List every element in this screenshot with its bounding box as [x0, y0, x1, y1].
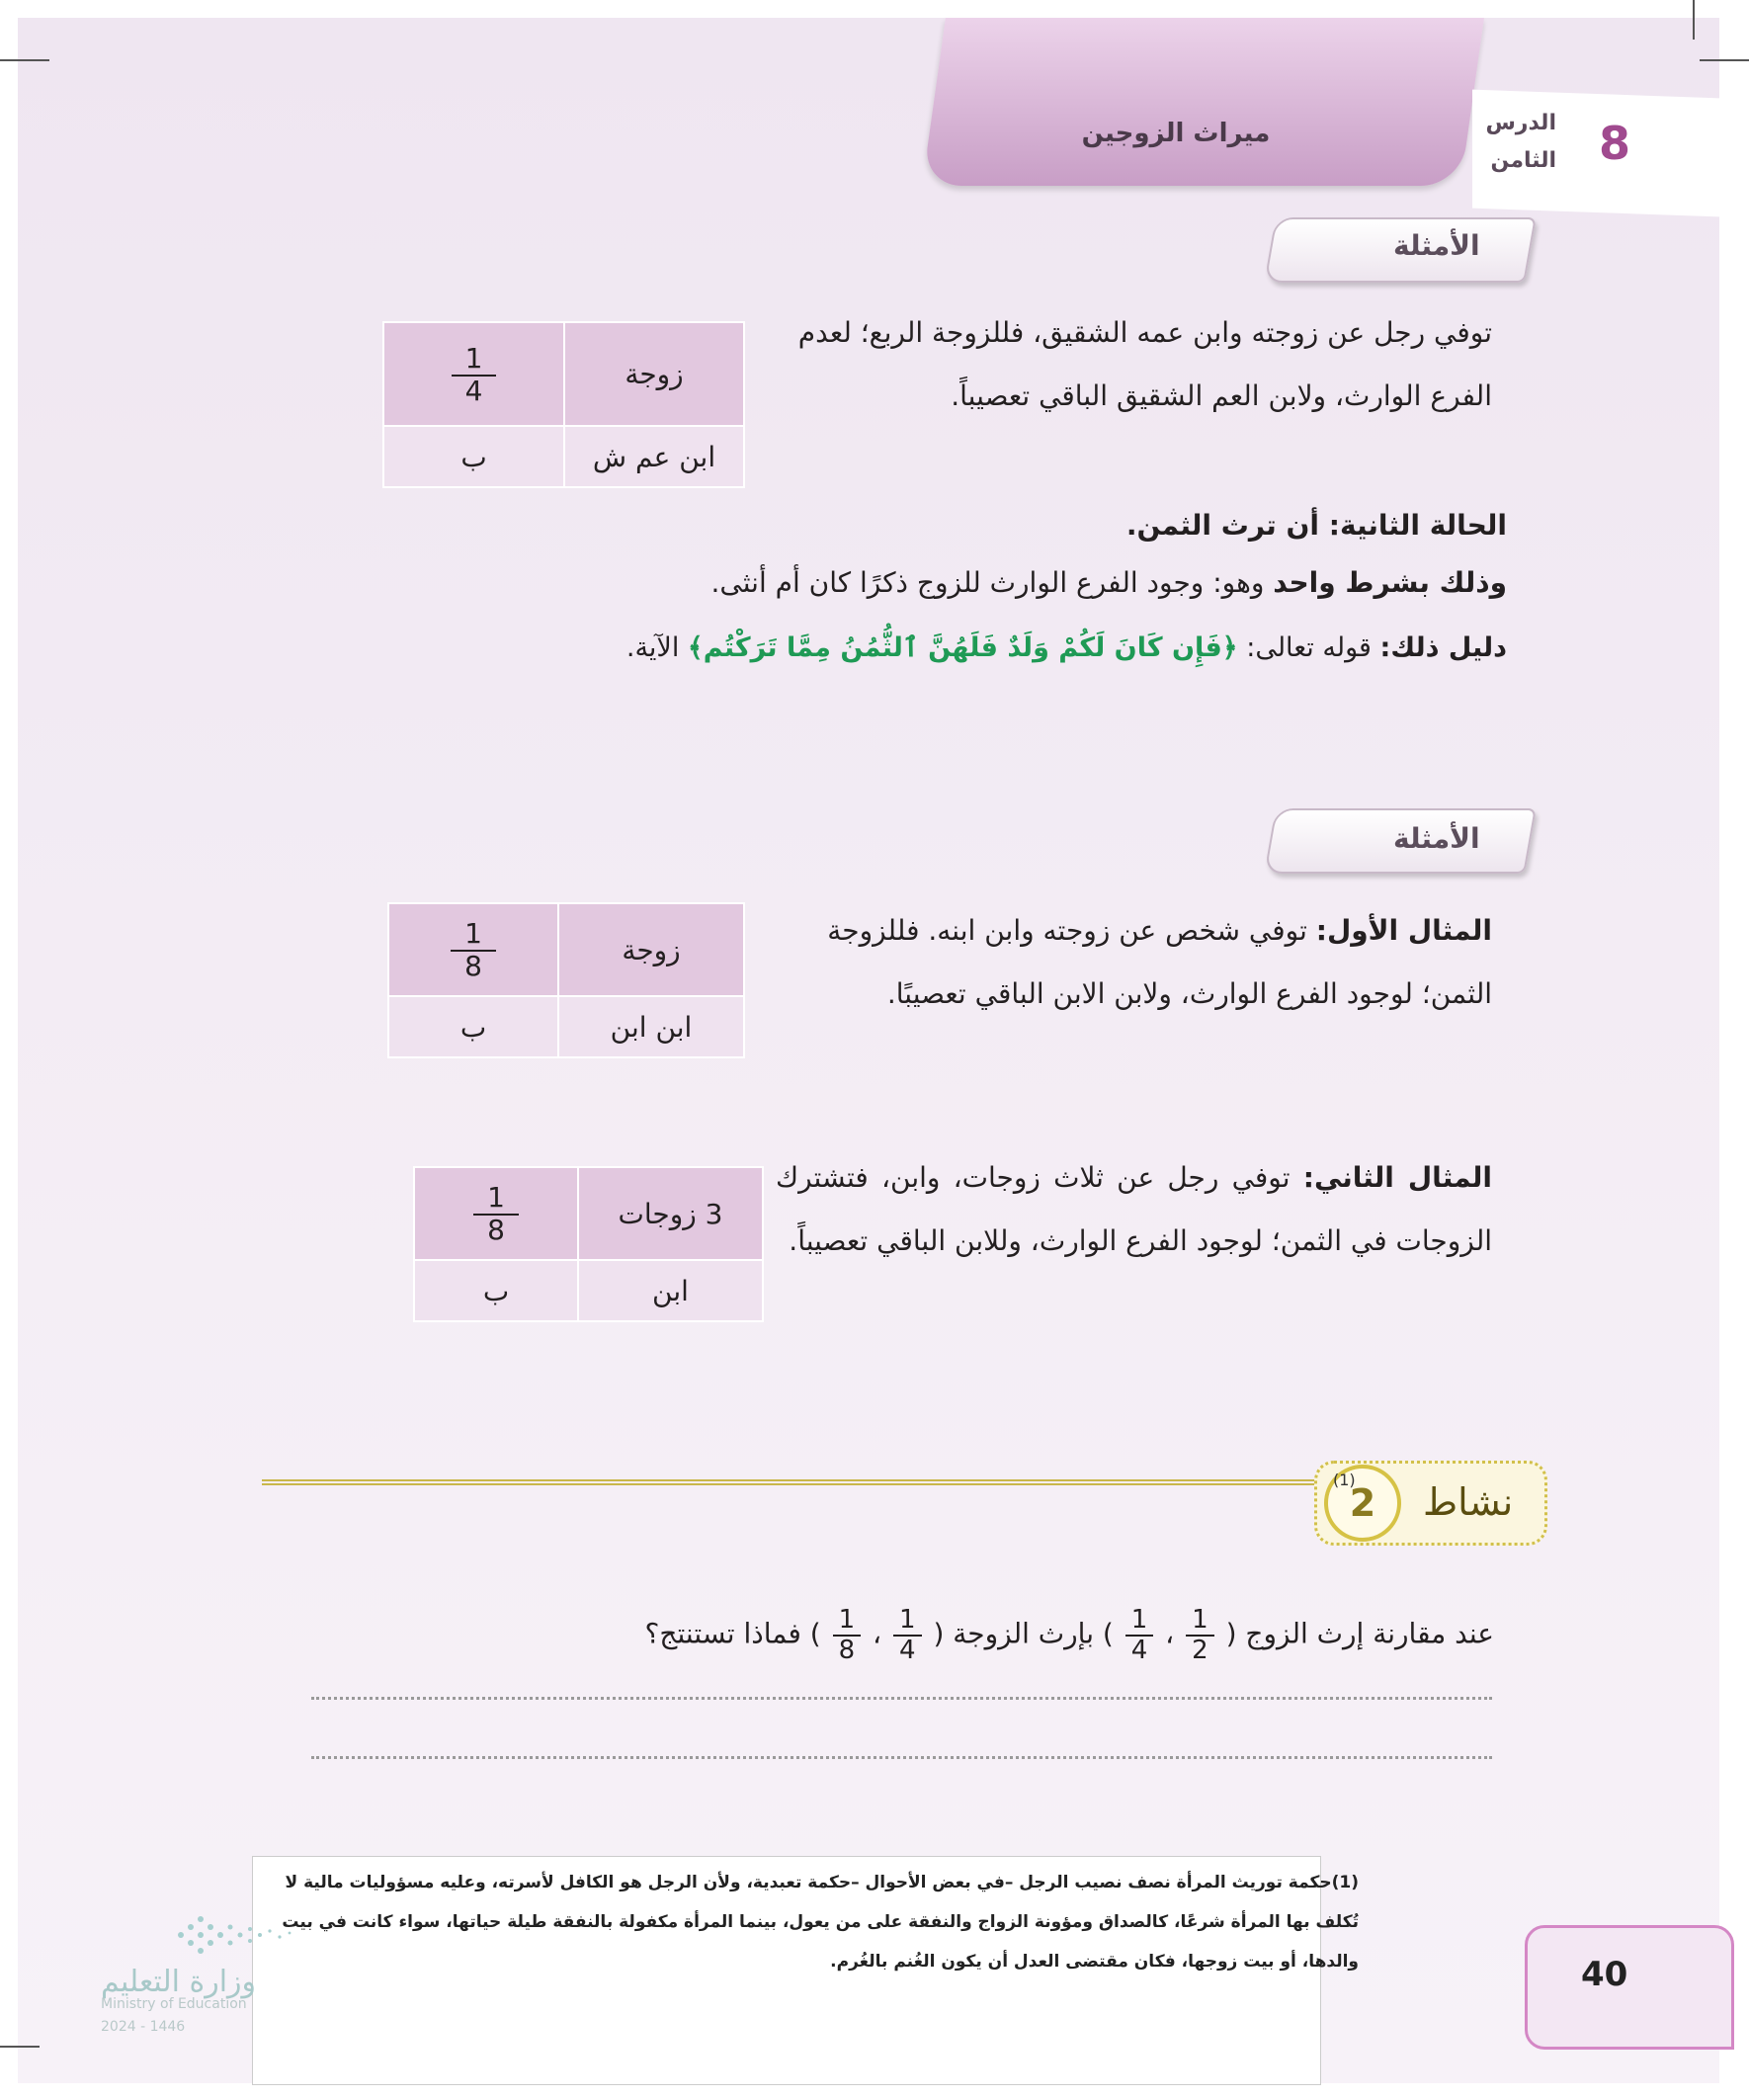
fraction: $\frac{1}{8}$: [451, 919, 496, 982]
evidence-end: الآية.: [625, 632, 688, 663]
separator: ،: [1165, 1617, 1175, 1650]
page-number: 40: [1581, 1955, 1628, 1994]
separator: ،: [873, 1617, 882, 1650]
answer-line[interactable]: [311, 1756, 1492, 1759]
share-cell: ب: [388, 996, 558, 1057]
share-cell: [414, 1167, 578, 1260]
ministry-name-arabic: وزارة التعليم: [101, 1965, 257, 1999]
share-cell: [388, 903, 558, 996]
example-2-paragraph: [776, 1146, 1492, 1273]
heir-cell: ابن: [578, 1260, 763, 1321]
lesson-number: 8: [1599, 117, 1631, 170]
crop-mark: [0, 2046, 40, 2048]
answer-line[interactable]: [311, 1697, 1492, 1700]
inheritance-table: [413, 1166, 764, 1322]
heir-cell: 3 زوجات: [578, 1167, 763, 1260]
fraction: $\frac{1}{4}$: [893, 1606, 922, 1664]
question-text: ) بإرث الزوجة (: [933, 1617, 1114, 1650]
examples-heading: الأمثلة: [1393, 229, 1480, 262]
crop-mark: [0, 59, 49, 61]
share-cell: ب: [414, 1260, 578, 1321]
crop-mark: [1693, 0, 1695, 40]
lesson-label: الدرس: [1485, 111, 1556, 135]
fraction: $\frac{1}{4}$: [1125, 1606, 1154, 1664]
case-heading: الحالة الثانية: أن ترث الثمن.: [1125, 509, 1507, 542]
quran-verse: ﴿فَإِن كَانَ لَكُمْ وَلَدٌ فَلَهُنَّ ٱلثُّمُنُ مِمَّا تَرَكْتُم﴾: [687, 632, 1238, 663]
inheritance-table: [387, 902, 745, 1058]
example-1-paragraph: [766, 899, 1492, 1026]
fraction: $\frac{1}{4}$: [452, 344, 497, 407]
activity-divider: [262, 1479, 1329, 1485]
activity-label: نشاط: [1423, 1480, 1514, 1524]
share-cell: [383, 322, 564, 426]
fraction: $\frac{1}{2}$: [1186, 1606, 1214, 1664]
examples-heading: الأمثلة: [1393, 822, 1480, 855]
condition-line: [710, 566, 1507, 599]
footnote-reference: (1): [1333, 1470, 1356, 1489]
example-2-text: توفي رجل عن ثلاث زوجات، وابن، فتشترك الزوجات في الثمن؛ لوجود الفرع الوارث، وللابن الباقي تعصيباً.: [776, 1161, 1492, 1257]
example-paragraph: توفي رجل عن زوجته وابن عمه الشقيق، فللزوجة الربع؛ لعدم الفرع الوارث، ولابن العم الشقيق الباقي تعصيباً.: [797, 316, 1492, 412]
ministry-name-english: Ministry of Education: [101, 1996, 247, 2012]
lesson-header-tab: [922, 18, 1484, 186]
heir-cell: ابن عم ش: [564, 426, 744, 487]
activity-question: [645, 1606, 1494, 1664]
question-text: ) فماذا تستنتج؟: [644, 1617, 821, 1650]
share-cell: ب: [383, 426, 564, 487]
example-1-label: المثال الأول:: [1315, 914, 1492, 947]
fraction: $\frac{1}{8}$: [833, 1606, 862, 1664]
example-1-text: توفي شخص عن زوجته وابن ابنه. فللزوجة الثمن؛ لوجود الفرع الوارث، ولابن الابن الباقي تعصيبًا.: [827, 914, 1492, 1010]
fraction: $\frac{1}{8}$: [473, 1183, 519, 1246]
footnote-text: (1)حكمة توريث المرأة نصف نصيب الرجل –في بعض الأحوال –حكمة تعبدية، ولأن الرجل هو الكافل لأسرته، وعليه مسؤوليات مالية لا تُكلف بها المرأة شرعًا، كالصداق ومؤونة الزواج والنفقة على من يعول، بينما المرأة مكفولة بالنفقة طيلة حياتها، سواء كانت في بيت والدها، أو بيت زوجها، فكان مقتضى العدل أن يكون الغُنم بالغُرم.: [282, 1873, 1359, 1972]
heir-cell: ابن ابن: [558, 996, 744, 1057]
activity-number: 2: [1349, 1481, 1376, 1525]
heir-cell: زوجة: [558, 903, 744, 996]
inheritance-table: [382, 321, 745, 488]
evidence-intro: قوله تعالى:: [1237, 632, 1380, 663]
page-number-box: [1525, 1925, 1734, 2050]
example-2-label: المثال الثاني:: [1302, 1161, 1493, 1194]
heir-cell: زوجة: [564, 322, 744, 426]
condition-text: وهو: وجود الفرع الوارث للزوج ذكرًا كان أم أنثى.: [710, 566, 1274, 599]
ministry-logo-icon: [173, 1905, 331, 1965]
question-text: عند مقارنة إرث الزوج (: [1225, 1617, 1494, 1650]
evidence-line: [626, 632, 1507, 663]
crop-mark: [1700, 59, 1749, 61]
evidence-label: دليل ذلك:: [1379, 632, 1507, 663]
condition-label: وذلك بشرط واحد: [1273, 566, 1507, 599]
lesson-title: ميراث الزوجين: [1081, 119, 1271, 148]
ministry-year: 2024 - 1446: [101, 2019, 186, 2035]
lesson-ordinal: الثامن: [1490, 148, 1556, 173]
